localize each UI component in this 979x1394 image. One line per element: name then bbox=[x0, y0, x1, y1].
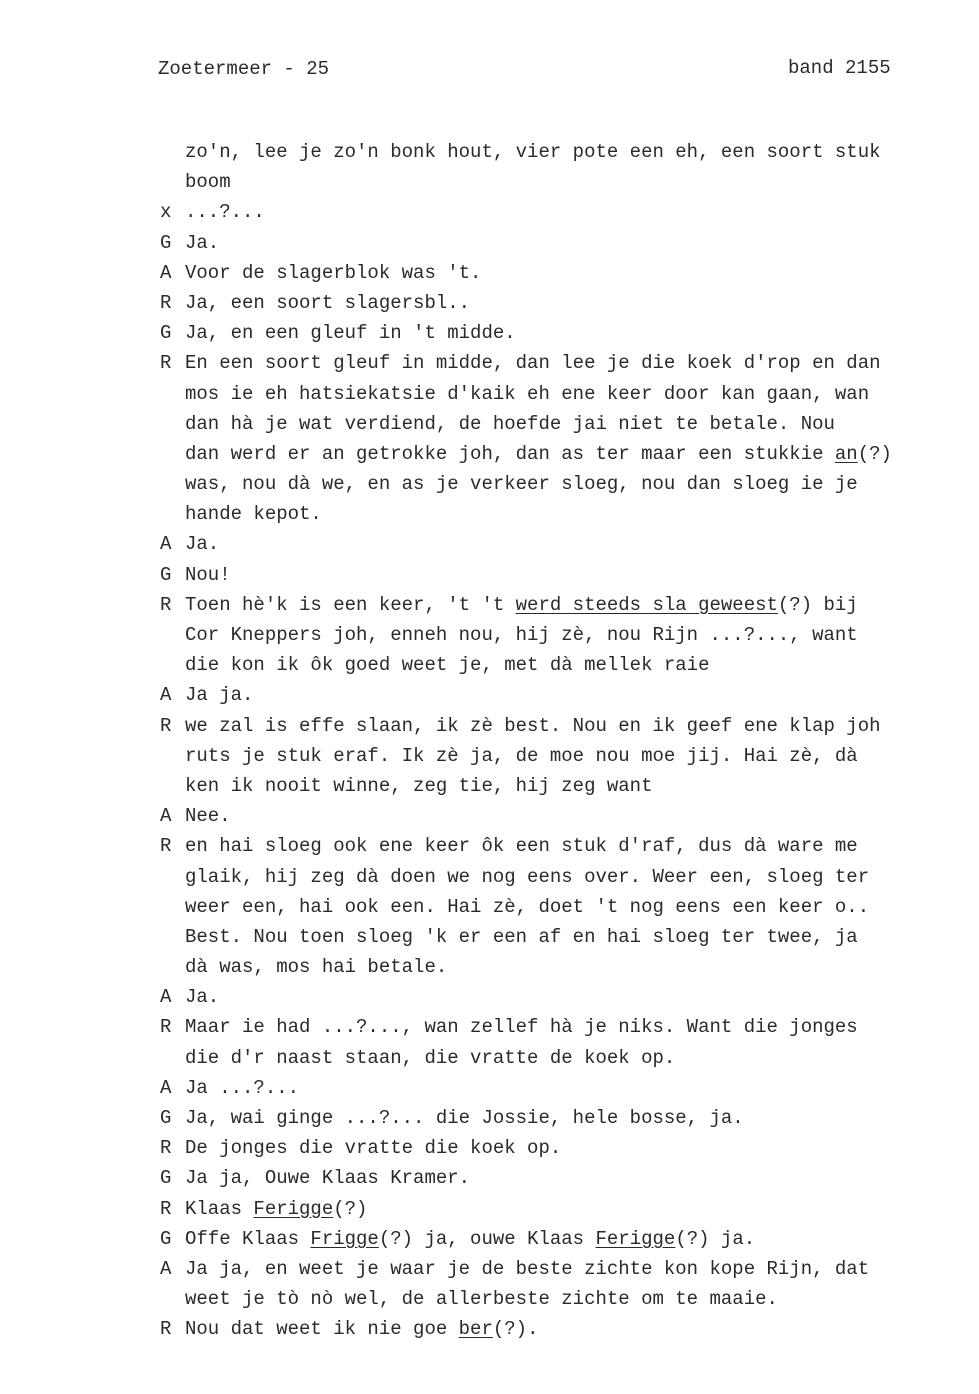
utterance-segment: (?). bbox=[492, 1318, 539, 1341]
transcript-line bbox=[160, 1194, 950, 1224]
transcript-line bbox=[160, 620, 950, 650]
transcript-line bbox=[160, 1163, 950, 1193]
utterance-text: weer een, hai ook een. Hai zè, doet 't nog eens een keer o.. bbox=[185, 895, 870, 918]
transcript-line bbox=[160, 409, 950, 439]
transcript-line bbox=[160, 197, 950, 227]
speaker-code: R bbox=[160, 352, 172, 375]
speaker-code: R bbox=[160, 1318, 172, 1341]
transcript-line bbox=[160, 560, 950, 590]
utterance-segment: Nou dat weet ik nie goe bbox=[185, 1318, 459, 1341]
speaker-code: A bbox=[160, 533, 172, 556]
transcript-line bbox=[160, 228, 950, 258]
utterance-text: Ja, wai ginge ...?... die Jossie, hele bosse, ja. bbox=[185, 1107, 744, 1129]
utterance-text: was, nou dà we, en as je verkeer sloeg, nou dan sloeg ie je bbox=[185, 473, 858, 496]
header-tape-number: band 2155 bbox=[788, 57, 891, 79]
speaker-code: A bbox=[160, 684, 172, 707]
speaker-code: A bbox=[160, 986, 172, 1009]
utterance-text: Ja ja, en weet je waar je de beste zichte kon kope Rijn, dat bbox=[185, 1257, 870, 1280]
utterance-text: en hai sloeg ook ene keer ôk een stuk d'raf, dus dà ware me bbox=[185, 835, 858, 858]
transcript-line bbox=[160, 771, 950, 801]
utterance-text bbox=[185, 439, 892, 469]
utterance-text bbox=[185, 1224, 755, 1254]
utterance-text: Ja ja, Ouwe Klaas Kramer. bbox=[185, 1167, 471, 1190]
speaker-code: R bbox=[160, 714, 172, 737]
utterance-text: mos ie eh hatsiekatsie d'kaik eh ene keer door kan gaan, wan bbox=[185, 382, 870, 405]
utterance-segment: (?) bij bbox=[777, 593, 858, 616]
transcript-line bbox=[160, 982, 950, 1012]
transcript-line bbox=[160, 741, 950, 771]
utterance-text: we zal is effe slaan, ik zè best. Nou en ik geef ene klap joh bbox=[185, 714, 881, 737]
utterance-text: Maar ie had ...?..., wan zellef hà je niks. Want die jonges bbox=[185, 1016, 858, 1039]
utterance-segment: (?) ja, ouwe Klaas bbox=[378, 1227, 596, 1250]
speaker-code: A bbox=[160, 261, 172, 284]
header-location: Zoetermeer - 25 bbox=[158, 58, 330, 80]
utterance-text: ...?... bbox=[185, 201, 265, 224]
underlined-uncertain-word: an bbox=[834, 442, 858, 465]
utterance-text: Ja ...?... bbox=[185, 1076, 300, 1099]
utterance-text bbox=[185, 590, 858, 620]
utterance-text: glaik, hij zeg dà doen we nog eens over. Weer een, sloeg ter bbox=[185, 865, 870, 888]
transcript-line bbox=[160, 1012, 950, 1042]
utterance-text: Ja. bbox=[185, 533, 220, 556]
utterance-text: boom bbox=[185, 171, 231, 194]
utterance-text bbox=[185, 1314, 538, 1344]
transcript-line bbox=[160, 711, 950, 741]
transcript-line bbox=[160, 348, 950, 378]
speaker-code: A bbox=[160, 805, 172, 828]
speaker-code: R bbox=[160, 835, 172, 858]
transcript-line bbox=[160, 590, 950, 620]
speaker-code: x bbox=[160, 201, 172, 224]
transcript-line bbox=[160, 167, 950, 197]
transcript-line bbox=[160, 1133, 950, 1163]
transcript-line bbox=[160, 801, 950, 831]
utterance-text: hande kepot. bbox=[185, 503, 322, 526]
transcript-line bbox=[160, 831, 950, 861]
speaker-code: G bbox=[160, 231, 172, 254]
speaker-code: A bbox=[160, 1257, 172, 1280]
transcript-line bbox=[160, 1073, 950, 1103]
utterance-text: zo'n, lee je zo'n bonk hout, vier pote een eh, een soort stuk bbox=[185, 141, 881, 163]
transcript-body bbox=[160, 137, 950, 1345]
transcript-line bbox=[160, 1254, 950, 1284]
speaker-code: R bbox=[160, 1197, 172, 1220]
transcript-line bbox=[160, 288, 950, 318]
utterance-text bbox=[185, 1194, 367, 1224]
speaker-code: A bbox=[160, 1076, 172, 1099]
transcript-line bbox=[160, 318, 950, 348]
utterance-segment: (?) bbox=[857, 442, 892, 465]
transcript-line bbox=[160, 529, 950, 559]
speaker-code: R bbox=[160, 1137, 172, 1160]
utterance-text: dan hà je wat verdiend, de hoefde jai niet te betale. Nou bbox=[185, 412, 835, 435]
transcript-line bbox=[160, 258, 950, 288]
transcript-line bbox=[160, 469, 950, 499]
underlined-uncertain-word: ber bbox=[458, 1318, 493, 1341]
utterance-segment: dan werd er an getrokke joh, dan as ter maar een stukkie bbox=[185, 442, 835, 465]
underlined-uncertain-word: Ferigge bbox=[253, 1197, 334, 1220]
transcript-line bbox=[160, 379, 950, 409]
utterance-text: die kon ik ôk goed weet je, met dà mellek raie bbox=[185, 654, 710, 677]
utterance-segment: (?) ja. bbox=[675, 1227, 756, 1250]
speaker-code: R bbox=[160, 1016, 172, 1039]
utterance-text: Ja. bbox=[185, 231, 220, 254]
utterance-text: Nou! bbox=[185, 563, 231, 586]
underlined-uncertain-word: werd steeds sla geweest bbox=[515, 593, 778, 616]
utterance-text: Cor Kneppers joh, enneh nou, hij zè, nou Rijn ...?..., want bbox=[185, 624, 858, 646]
utterance-text: Ja, een soort slagersbl.. bbox=[185, 291, 471, 314]
transcript-line bbox=[160, 1224, 950, 1254]
speaker-code: R bbox=[160, 291, 172, 314]
utterance-segment: Toen hè'k is een keer, 't 't bbox=[185, 593, 516, 616]
speaker-code: G bbox=[160, 1227, 172, 1250]
transcript-line bbox=[160, 499, 950, 529]
underlined-uncertain-word: Frigge bbox=[310, 1227, 379, 1250]
transcript-line bbox=[160, 892, 950, 922]
utterance-text: Ja, en een gleuf in 't midde. bbox=[185, 322, 516, 345]
transcript-line bbox=[160, 1284, 950, 1314]
utterance-text: ruts je stuk eraf. Ik zè ja, de moe nou moe jij. Hai zè, dà bbox=[185, 744, 858, 767]
speaker-code: G bbox=[160, 1107, 172, 1129]
transcript-line bbox=[160, 952, 950, 982]
transcript-line bbox=[160, 650, 950, 680]
speaker-code: G bbox=[160, 1167, 172, 1190]
utterance-segment: Offe Klaas bbox=[185, 1227, 311, 1250]
utterance-text: die d'r naast staan, die vratte de koek op. bbox=[185, 1046, 676, 1069]
utterance-segment: (?) bbox=[333, 1197, 368, 1220]
speaker-code: R bbox=[160, 593, 172, 616]
utterance-text: weet je tò nò wel, de allerbeste zichte om te maaie. bbox=[185, 1288, 778, 1311]
speaker-code: G bbox=[160, 563, 172, 586]
utterance-text: Voor de slagerblok was 't. bbox=[185, 261, 482, 284]
transcript-line bbox=[160, 439, 950, 469]
speaker-code: G bbox=[160, 322, 172, 345]
utterance-text: Ja. bbox=[185, 986, 220, 1009]
utterance-text: Nee. bbox=[185, 805, 231, 828]
utterance-text: En een soort gleuf in midde, dan lee je die koek d'rop en dan bbox=[185, 352, 881, 375]
utterance-text: De jonges die vratte die koek op. bbox=[185, 1137, 562, 1160]
transcript-line bbox=[160, 680, 950, 710]
utterance-text: Best. Nou toen sloeg 'k er een af en hai sloeg ter twee, ja bbox=[185, 925, 858, 948]
transcript-line bbox=[160, 1043, 950, 1073]
transcript-line bbox=[160, 922, 950, 952]
utterance-segment: Klaas bbox=[185, 1197, 254, 1220]
utterance-text: ken ik nooit winne, zeg tie, hij zeg want bbox=[185, 774, 653, 797]
utterance-text: Ja ja. bbox=[185, 684, 254, 707]
transcript-line bbox=[160, 1103, 950, 1133]
underlined-uncertain-word: Ferigge bbox=[595, 1227, 676, 1250]
transcript-line bbox=[160, 137, 950, 167]
transcript-line bbox=[160, 1314, 950, 1344]
utterance-text: dà was, mos hai betale. bbox=[185, 956, 448, 979]
transcript-line bbox=[160, 862, 950, 892]
